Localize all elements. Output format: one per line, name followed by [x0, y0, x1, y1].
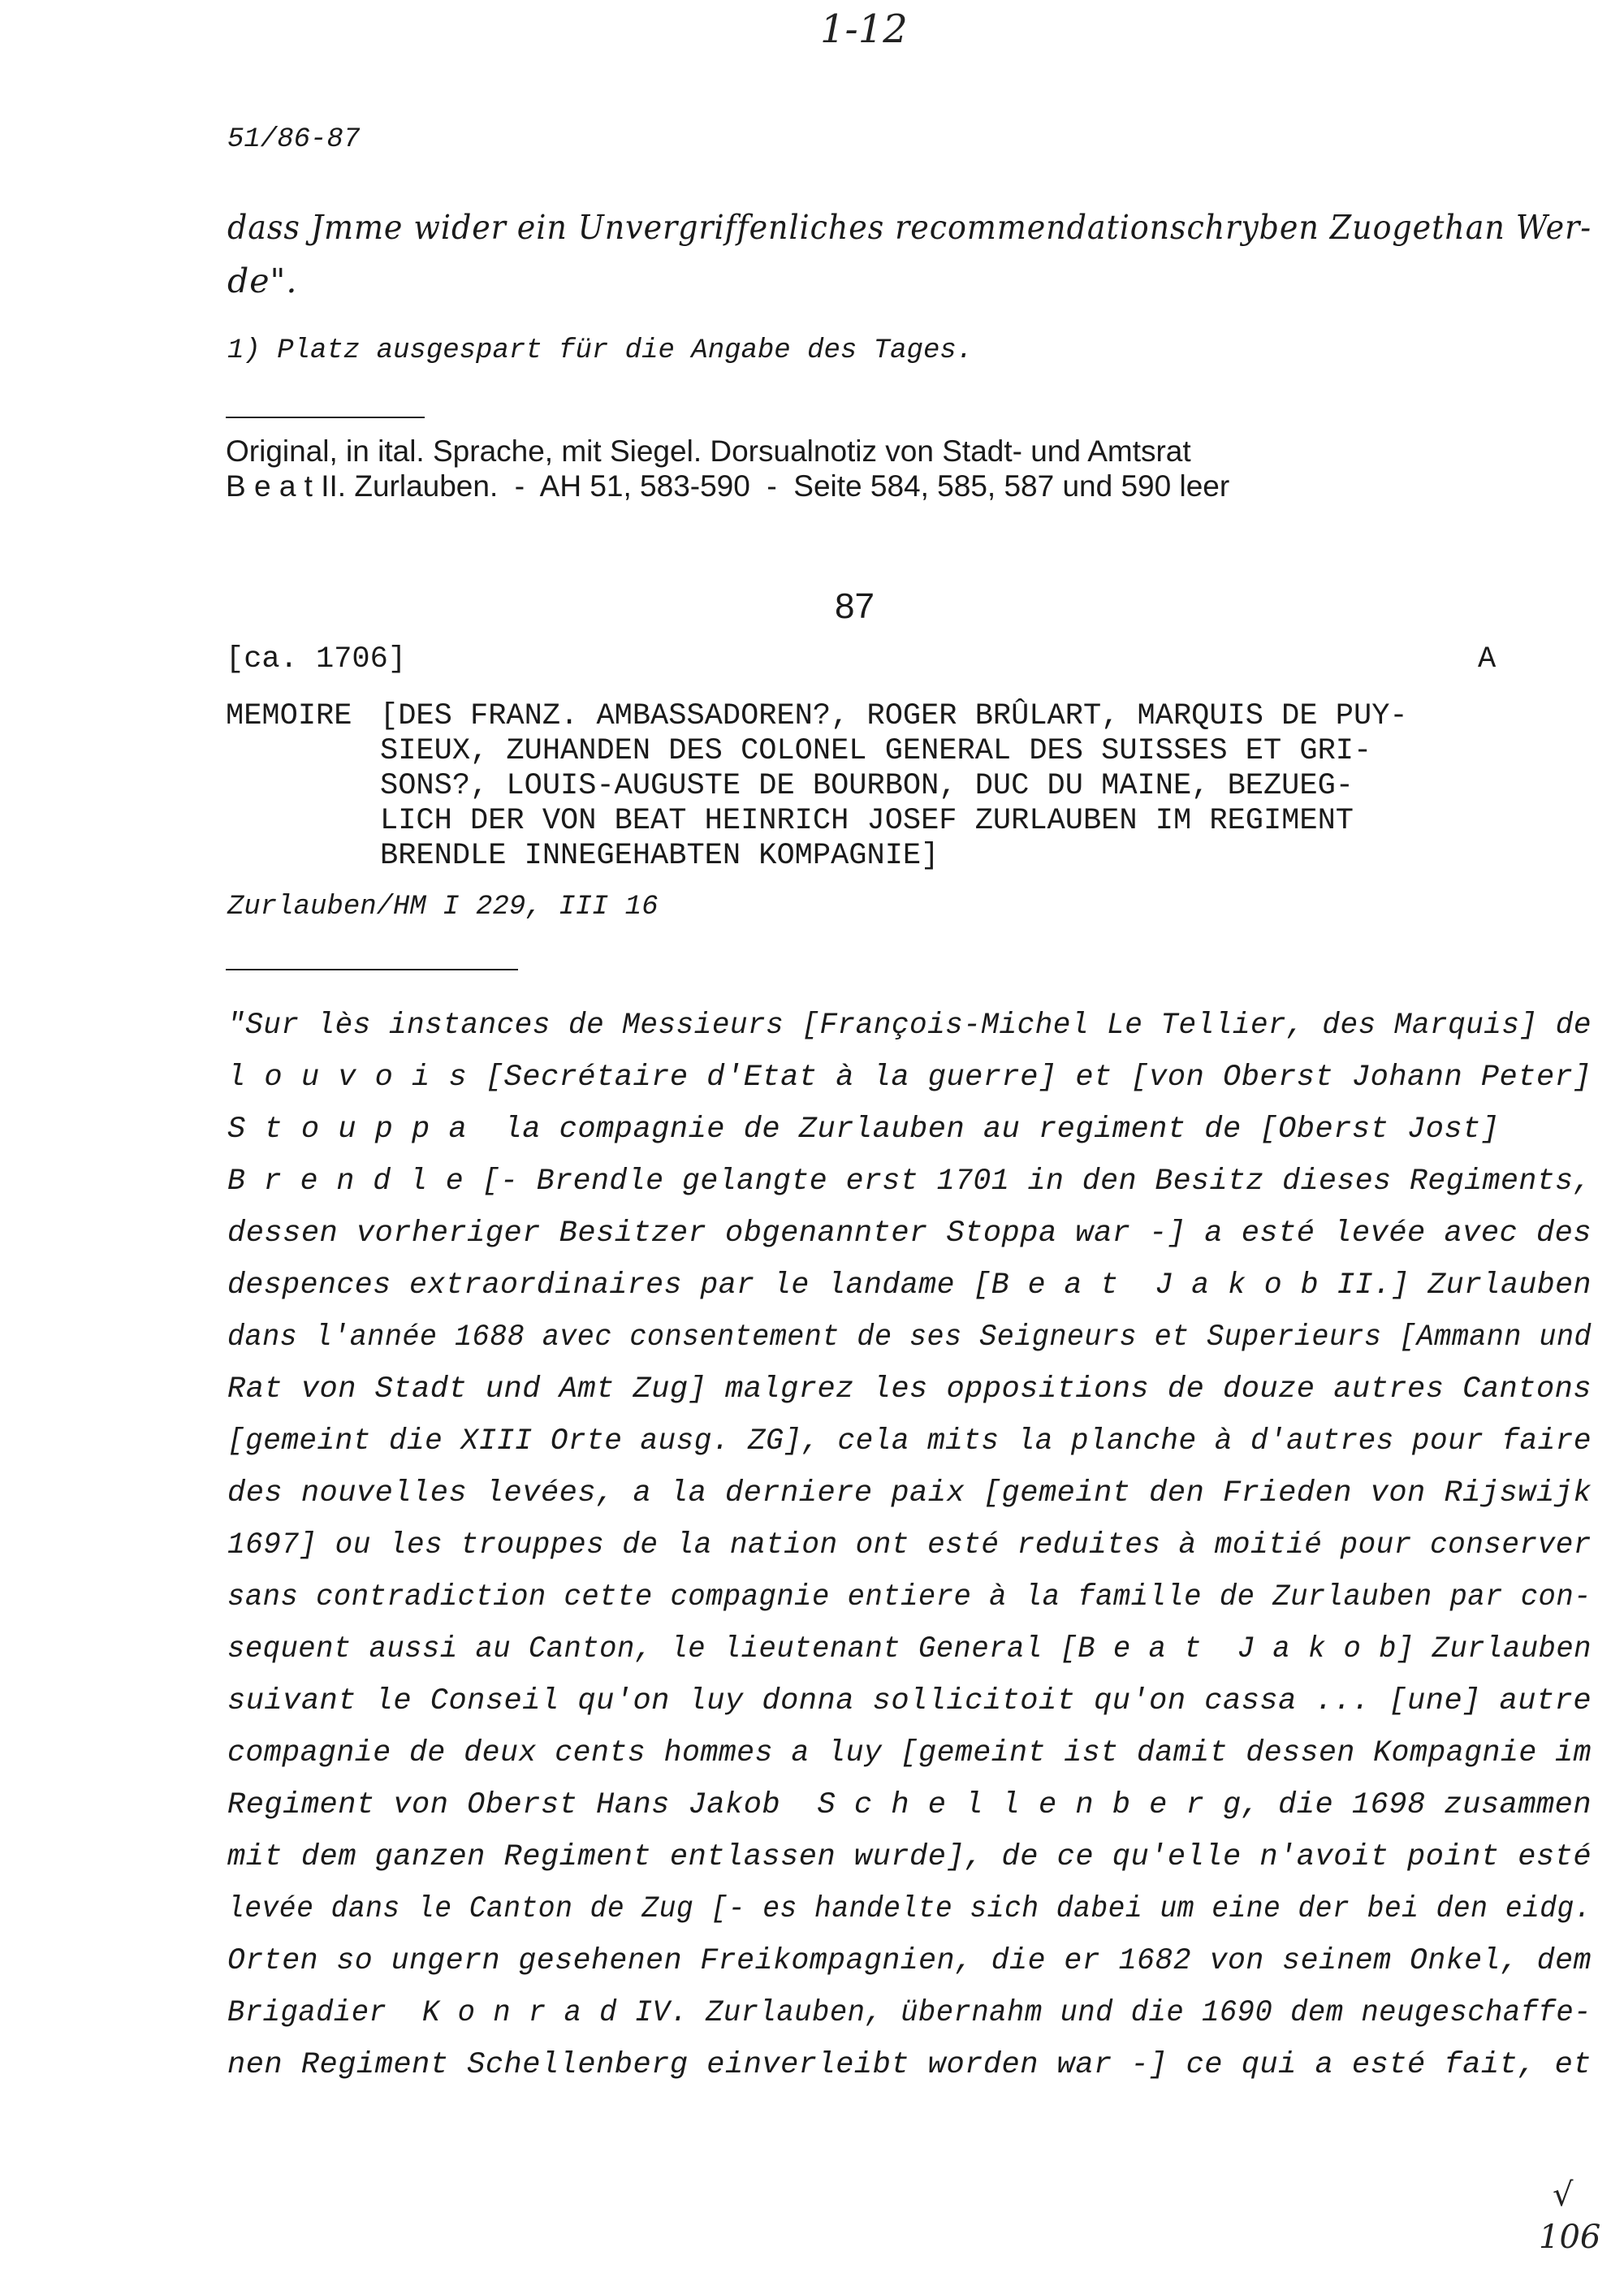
body-line-20: Brigadier K o n r a d IV. Zurlauben, übernahm und die 1690 dem neugeschaffe-: [227, 1996, 1592, 2030]
document-number: 87: [835, 586, 875, 626]
check-mark: √: [1553, 2176, 1574, 2214]
footnote: 1) Platz ausgespart für die Angabe des Tages.: [227, 335, 974, 366]
body-line-21: nen Regiment Schellenberg einverleibt worden war -] ce qui a esté fait, et: [227, 2048, 1592, 2082]
body-line-15: compagnie de deux cents hommes a luy [gemeint ist damit dessen Kompagnie im: [227, 1736, 1592, 1770]
body-line-6: despences extraordinaires par le landame [B e a t J a k o b II.] Zurlauben: [227, 1268, 1592, 1303]
body-line-12: sans contradiction cette compagnie entiere à la famille de Zurlauben par con-: [227, 1580, 1592, 1614]
body-line-2: l o u v o i s [Secrétaire d'Etat à la guerre] et [von Oberst Johann Peter]: [227, 1061, 1592, 1095]
previous-doc-ref: 51/86-87: [227, 124, 361, 155]
body-line-13: sequent aussi au Canton, le lieutenant General [B e a t J a k o b] Zurlauben: [227, 1632, 1592, 1666]
title-line-3: SONS?, LOUIS-AUGUSTE DE BOURBON, DUC DU MAINE, BEZUEG-: [380, 769, 1354, 803]
body-line-10: des nouvelles levées, a la derniere paix [gemeint den Frieden von Rijswijk: [227, 1476, 1592, 1510]
title-line-4: LICH DER VON BEAT HEINRICH JOSEF ZURLAUBEN IM REGIMENT: [380, 804, 1354, 838]
document-ref: Zurlauben/HM I 229, III 16: [227, 892, 659, 923]
body-line-4: B r e n d l e [- Brendle gelangte erst 1701 in den Besitz dieses Regiments,: [227, 1165, 1592, 1199]
title-line-2: SIEUX, ZUHANDEN DES COLONEL GENERAL DES SUISSES ET GRI-: [380, 734, 1372, 768]
document-type-label: MEMOIRE: [226, 699, 352, 733]
body-line-17: mit dem ganzen Regiment entlassen wurde], de ce qu'elle n'avoit point esté: [227, 1840, 1592, 1874]
body-line-7: dans l'année 1688 avec consentement de ses Seigneurs et Superieurs [Ammann und: [227, 1320, 1592, 1355]
body-line-3: S t o u p p a la compagnie de Zurlauben au regiment de [Oberst Jost]: [227, 1113, 1500, 1147]
separator-rule-2: [226, 969, 518, 970]
body-line-16: Regiment von Oberst Hans Jakob S c h e l l e n b e r g, die 1698 zusammen: [227, 1788, 1592, 1822]
quote-line-1: dass Jmme wider ein Unvergriffenliches recommendationschryben Zuogethan Wer-: [227, 208, 1592, 247]
document-date: [ca. 1706]: [226, 642, 407, 676]
body-line-11: 1697] ou les trouppes de la nation ont esté reduites à moitié pour conserver: [227, 1528, 1592, 1562]
title-line-1: [DES FRANZ. AMBASSADOREN?, ROGER BRÛLART, MARQUIS DE PUY-: [380, 699, 1408, 733]
folio-bottom: 106: [1539, 2219, 1601, 2256]
body-line-14: suivant le Conseil qu'on luy donna sollicitoit qu'on cassa ... [une] autre: [227, 1684, 1592, 1718]
body-line-9: [gemeint die XIII Orte ausg. ZG], cela mits la planche à d'autres pour faire: [227, 1424, 1592, 1458]
separator-rule: [226, 417, 425, 418]
title-line-5: BRENDLE INNEGEHABTEN KOMPAGNIE]: [380, 839, 939, 873]
quote-line-2: de".: [227, 261, 298, 300]
body-line-8: Rat von Stadt und Amt Zug] malgrez les oppositions de douze autres Cantons: [227, 1372, 1592, 1407]
body-line-19: Orten so ungern gesehenen Freikompagnien, die er 1682 von seinem Onkel, dem: [227, 1944, 1592, 1978]
source-line-1: Original, in ital. Sprache, mit Siegel. Dorsualnotiz von Stadt- und Amtsrat: [226, 434, 1191, 468]
body-line-1: "Sur lès instances de Messieurs [François-Michel Le Tellier, des Marquis] de: [227, 1009, 1592, 1043]
body-line-5: dessen vorheriger Besitzer obgenannter Stoppa war -] a esté levée avec des: [227, 1216, 1592, 1251]
folio-top: 1-12: [820, 6, 908, 52]
document-letter: A: [1478, 642, 1497, 676]
body-line-18: levée dans le Canton de Zug [- es handelte sich dabei um eine der bei den eidg.: [227, 1892, 1592, 1926]
source-line-2: B e a t II. Zurlauben. - AH 51, 583-590 - Seite 584, 585, 587 und 590 leer: [226, 469, 1230, 503]
